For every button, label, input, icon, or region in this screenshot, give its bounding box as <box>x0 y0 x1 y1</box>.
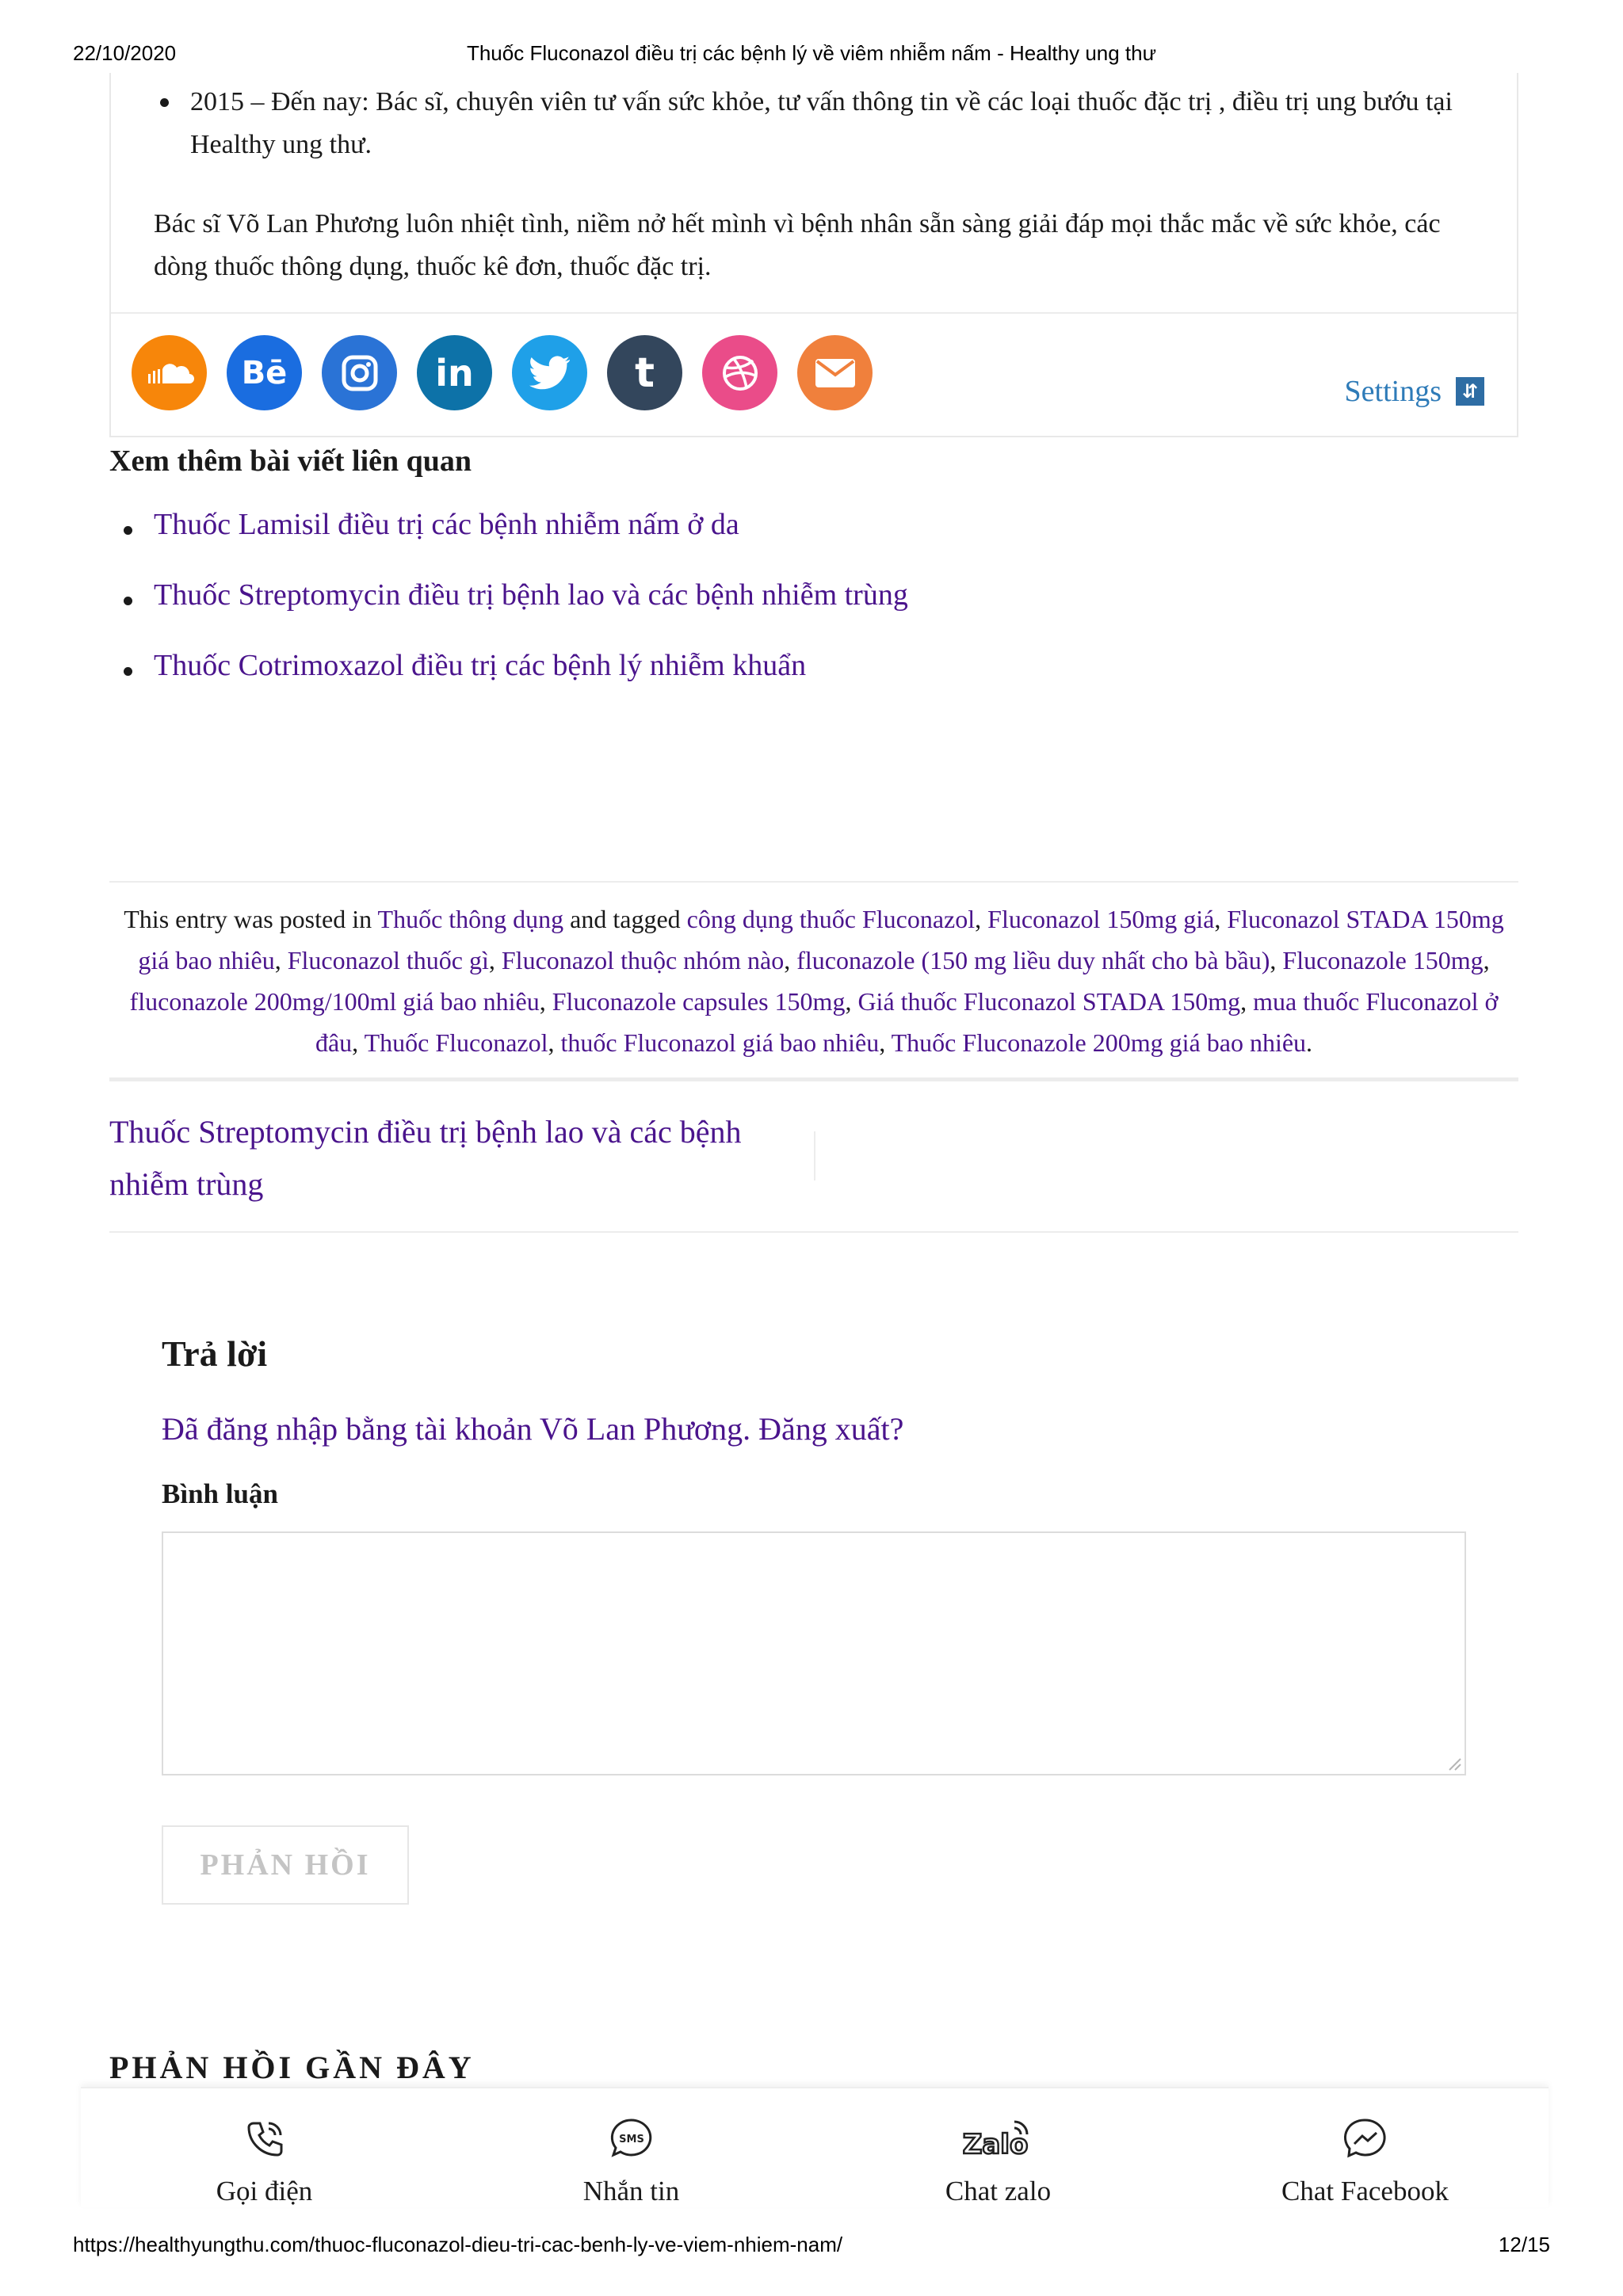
author-description: Bác sĩ Võ Lan Phương luôn nhiệt tình, niềm nở hết mình vì bệnh nhân sẵn sàng giải đáp mọi thắc mắc về sức khỏe, các dòng thuốc thông dụng, thuốc kê đơn, thuốc đặc trị. <box>154 209 1441 281</box>
phone-icon <box>242 2117 287 2161</box>
svg-text:SMS: SMS <box>618 2134 644 2145</box>
author-career-list <box>190 81 1490 166</box>
zalo-icon <box>959 2115 1038 2163</box>
twitter-icon[interactable] <box>512 335 587 410</box>
tag-link[interactable]: Fluconazol thuộc nhóm nào <box>501 946 785 974</box>
tag-link[interactable]: Fluconazol STADA 150mg giá bao nhiêu <box>138 905 1504 974</box>
tag-link[interactable]: Fluconazole 150mg <box>1282 946 1484 974</box>
divider <box>109 881 1518 883</box>
related-posts-title: Xem thêm bài viết liên quan <box>109 444 472 478</box>
tagged-text: and tagged <box>563 905 687 933</box>
post-nav-divider <box>814 1131 815 1180</box>
recent-comments-title: PHẢN HỒI GẦN ĐÂY <box>109 2050 475 2085</box>
tag-list: công dụng thuốc Fluconazol, Fluconazol 150mg giá, Fluconazol STADA 150mg giá bao nhiêu, Fluconazol thuốc gì, Fluconazol thuộc nhóm nào, fluconazole (150 mg liều duy nhất cho bà bầu), Fluconazole 150mg, fluconazole 200mg/100ml giá bao nhiêu, Fluconazole capsules 150mg, Giá thuốc Fluconazol STADA 150mg, mua thuốc Fluconazol ở đâu, Thuốc Fluconazol, thuốc Fluconazol giá bao nhiêu, Thuốc Fluconazole 200mg giá bao nhiêu. <box>129 905 1504 1057</box>
sms-button[interactable] <box>448 2088 815 2207</box>
print-url: https://healthyungthu.com/thuoc-fluconazol-dieu-tri-cac-benh-ly-ve-viem-nhiem-nam/ <box>73 2233 843 2256</box>
tag-link[interactable]: fluconazole (150 mg liều duy nhất cho bà bầu) <box>796 946 1270 974</box>
divider <box>109 1077 1518 1081</box>
tag-link[interactable]: Fluconazol thuốc gì <box>287 946 489 974</box>
related-post-link[interactable]: Thuốc Lamisil điều trị các bệnh nhiễm nấm ở da <box>154 507 908 578</box>
sms-label: Nhắn tin <box>582 2176 680 2206</box>
tag-link[interactable]: thuốc Fluconazol giá bao nhiêu <box>560 1028 880 1057</box>
sms-icon <box>608 2115 655 2163</box>
previous-post-link[interactable]: Thuốc Streptomycin điều trị bệnh lao và các bệnh nhiễm trùng <box>109 1114 742 1202</box>
divider <box>111 312 1517 314</box>
dribbble-icon[interactable] <box>702 335 777 410</box>
tag-link[interactable]: Fluconazole capsules 150mg <box>552 987 846 1016</box>
account-link[interactable]: Đã đăng nhập bằng tài khoản Võ Lan Phương <box>162 1411 743 1447</box>
tag-link[interactable]: mua thuốc Fluconazol ở đâu <box>315 987 1499 1057</box>
submit-comment-button[interactable]: PHẢN HỒI <box>162 1825 409 1905</box>
social-share-row <box>132 335 873 410</box>
tag-link[interactable]: công dụng thuốc Fluconazol <box>686 905 976 933</box>
behance-icon[interactable]: Bē <box>227 335 302 410</box>
print-page-number: 12/15 <box>1498 2233 1550 2256</box>
contact-bar <box>81 2087 1549 2207</box>
settings-label: Settings <box>1344 375 1442 408</box>
tag-link[interactable]: Thuốc Fluconazol <box>364 1028 548 1057</box>
comment-label: Bình luận <box>162 1478 278 1509</box>
related-posts-list <box>154 507 908 719</box>
instagram-icon[interactable] <box>322 335 397 410</box>
call-label: Gọi điện <box>216 2176 313 2206</box>
call-button[interactable] <box>81 2088 448 2207</box>
logged-in-notice: Đã đăng nhập bằng tài khoản Võ Lan Phương. Đăng xuất? <box>162 1411 904 1447</box>
author-career-item: 2015 – Đến nay: Bác sĩ, chuyên viên tư vấn sức khỏe, tư vấn thông tin về các loại thuốc đặc trị , điều trị ung bướu tại Healthy ung thư. <box>190 81 1490 166</box>
tumblr-icon[interactable]: t <box>607 335 682 410</box>
resize-handle-icon[interactable] <box>1445 1754 1462 1772</box>
zalo-button[interactable] <box>815 2088 1182 2207</box>
tag-link[interactable]: Fluconazol 150mg giá <box>987 905 1215 933</box>
tag-link[interactable]: Thuốc Fluconazole 200mg giá bao nhiêu <box>891 1028 1307 1057</box>
linkedin-icon[interactable]: in <box>417 335 492 410</box>
svg-text:Zalo: Zalo <box>962 2129 1028 2161</box>
tag-link[interactable]: fluconazole 200mg/100ml giá bao nhiêu <box>129 987 540 1016</box>
sort-settings-icon: ⇵ <box>1456 377 1484 406</box>
logout-link[interactable]: Đăng xuất? <box>758 1411 904 1447</box>
zalo-label: Chat zalo <box>945 2176 1052 2206</box>
related-post-link[interactable]: Thuốc Cotrimoxazol điều trị các bệnh lý nhiễm khuẩn <box>154 648 908 719</box>
reply-title: Trả lời <box>162 1333 268 1374</box>
email-icon[interactable] <box>797 335 873 410</box>
print-date: 22/10/2020 <box>73 41 177 65</box>
messenger-icon <box>1342 2115 1389 2163</box>
facebook-chat-button[interactable] <box>1182 2088 1549 2207</box>
tag-link[interactable]: Giá thuốc Fluconazol STADA 150mg <box>857 987 1241 1016</box>
category-link[interactable]: Thuốc thông dụng <box>377 905 564 933</box>
facebook-chat-label: Chat Facebook <box>1281 2176 1449 2206</box>
print-page-title: Thuốc Fluconazol điều trị các bệnh lý về viêm nhiễm nấm - Healthy ung thư <box>466 41 1157 65</box>
comment-textarea[interactable] <box>162 1531 1466 1775</box>
soundcloud-icon[interactable] <box>132 335 207 410</box>
share-settings-button[interactable] <box>1345 374 1484 409</box>
posted-in-text: This entry was posted in <box>124 905 378 933</box>
entry-meta <box>111 898 1517 1063</box>
related-post-link[interactable]: Thuốc Streptomycin điều trị bệnh lao và các bệnh nhiễm trùng <box>154 578 908 648</box>
divider <box>109 1231 1518 1233</box>
